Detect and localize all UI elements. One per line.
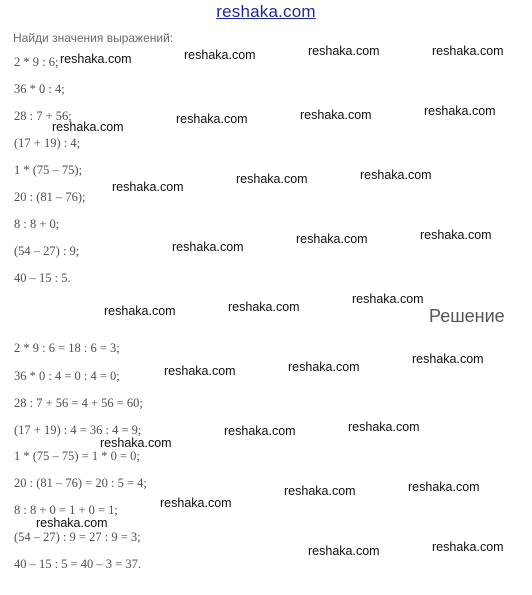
watermark: reshaka.com [228,300,300,314]
solution-line-5: 1 * (75 – 75) = 1 * 0 = 0; [14,449,140,463]
site-header[interactable]: reshaka.com [216,2,316,21]
watermark: reshaka.com [104,304,176,318]
watermark: reshaka.com [60,52,132,66]
solution-line-8: (54 – 27) : 9 = 27 : 9 = 3; [14,530,141,544]
watermark: reshaka.com [432,44,504,58]
solution-line-1: 2 * 9 : 6 = 18 : 6 = 3; [14,341,120,355]
watermark: reshaka.com [176,112,248,126]
expression-4: (17 + 19) : 4; [14,136,81,150]
solution-title: Решение [429,306,505,326]
expression-3: 28 : 7 + 56; [14,109,72,123]
watermark: reshaka.com [412,352,484,366]
watermark: reshaka.com [420,228,492,242]
watermark: reshaka.com [432,540,504,554]
solution-line-7: 8 : 8 + 0 = 1 + 0 = 1; [14,503,118,517]
watermark: reshaka.com [100,436,172,450]
watermark: reshaka.com [36,516,108,530]
solution-line-4: (17 + 19) : 4 = 36 : 4 = 9; [14,423,142,437]
watermark: reshaka.com [296,232,368,246]
expression-1: 2 * 9 : 6; [14,55,59,69]
watermark: reshaka.com [288,360,360,374]
watermark: reshaka.com [360,168,432,182]
watermark: reshaka.com [284,484,356,498]
watermark: reshaka.com [160,496,232,510]
expression-2: 36 * 0 : 4; [14,82,65,96]
watermark: reshaka.com [308,544,380,558]
solution-line-2: 36 * 0 : 4 = 0 : 4 = 0; [14,369,120,383]
expression-7: 8 : 8 + 0; [14,217,60,231]
watermark: reshaka.com [408,480,480,494]
watermark: reshaka.com [300,108,372,122]
watermark: reshaka.com [352,292,424,306]
expression-5: 1 * (75 – 75); [14,163,83,177]
expression-8: (54 – 27) : 9; [14,244,80,258]
expression-6: 20 : (81 – 76); [14,190,86,204]
watermark: reshaka.com [52,120,124,134]
watermark: reshaka.com [112,180,184,194]
solution-line-9: 40 – 15 : 5 = 40 – 3 = 37. [14,557,141,571]
watermark: reshaka.com [236,172,308,186]
watermark: reshaka.com [308,44,380,58]
expression-9: 40 – 15 : 5. [14,271,71,285]
watermark: reshaka.com [172,240,244,254]
watermark: reshaka.com [224,424,296,438]
watermark: reshaka.com [164,364,236,378]
watermark: reshaka.com [348,420,420,434]
solution-line-3: 28 : 7 + 56 = 4 + 56 = 60; [14,396,143,410]
watermark: reshaka.com [184,48,256,62]
solution-line-6: 20 : (81 – 76) = 20 : 5 = 4; [14,476,147,490]
task-title: Найди значения выражений: [13,31,174,45]
watermark: reshaka.com [424,104,496,118]
